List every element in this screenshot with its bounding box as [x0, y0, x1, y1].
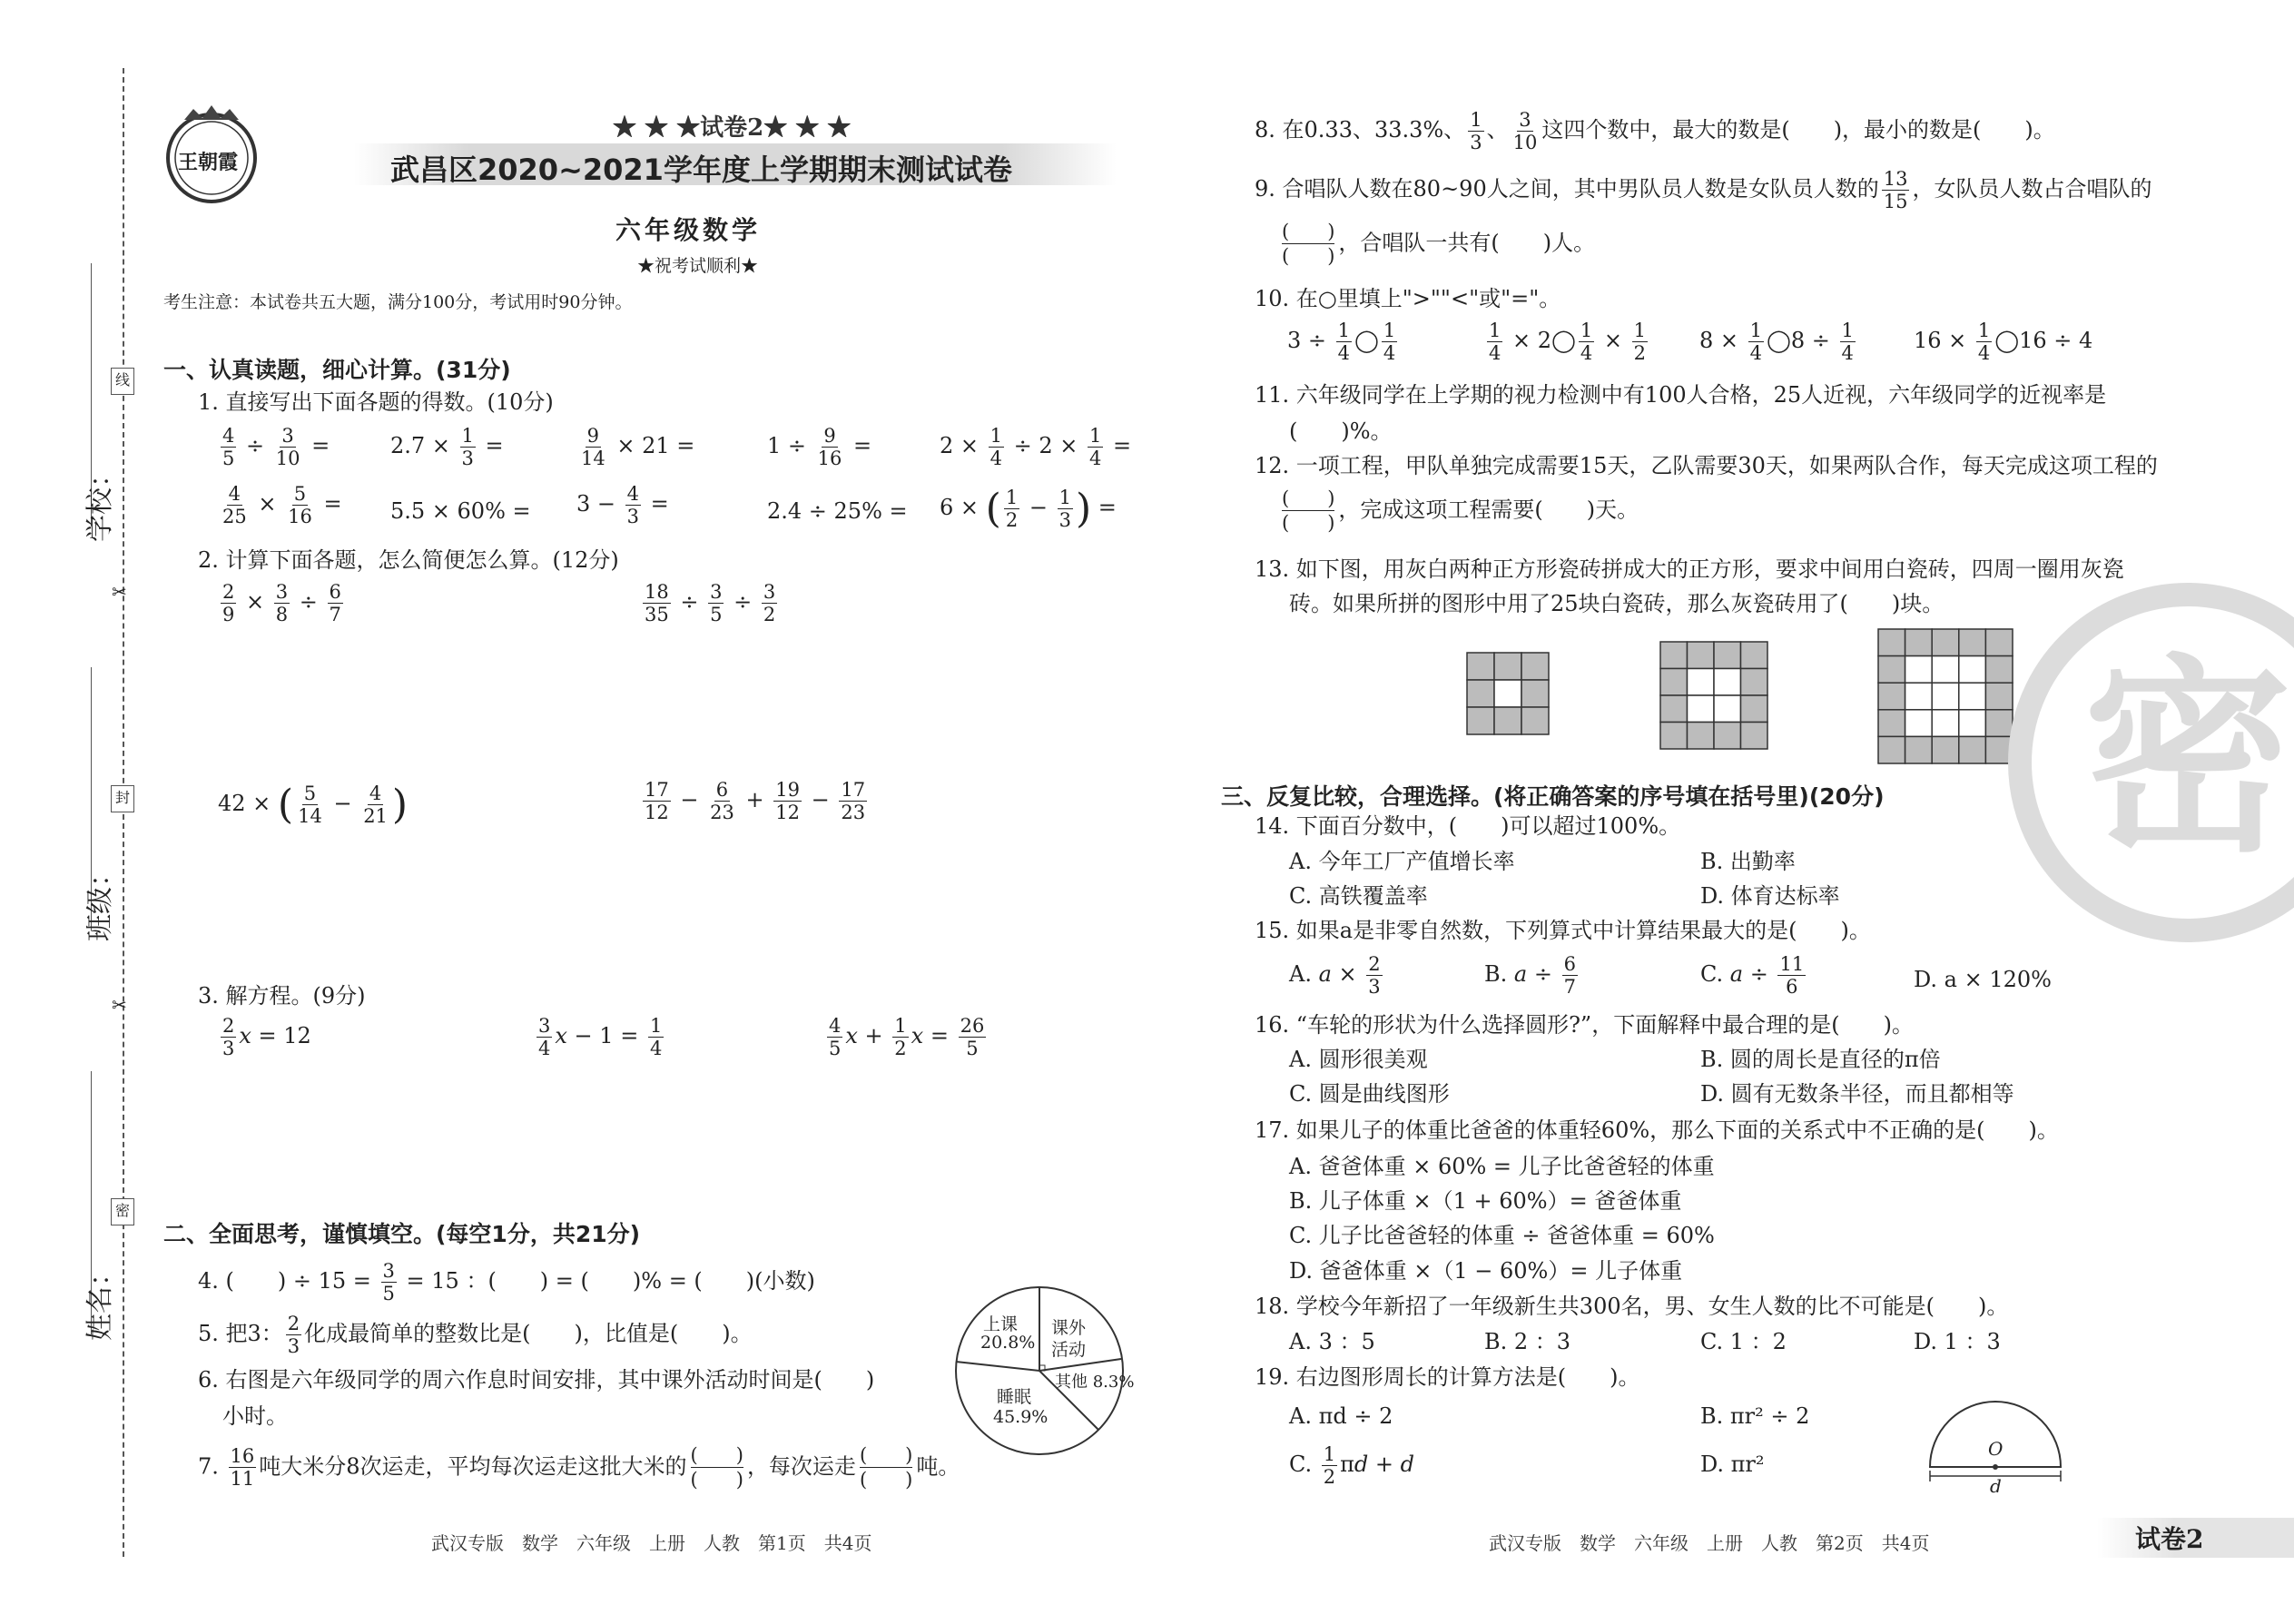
q6-line2: 小时。 — [222, 1403, 288, 1429]
pie-value-class: 20.8% — [980, 1333, 1036, 1353]
white-tile — [1932, 683, 1959, 710]
q17-option-c: C. 儿子比爸爸轻的体重 ÷ 爸爸体重 = 60% — [1289, 1223, 1715, 1248]
tile-figure-3x3 — [1466, 652, 1550, 735]
gray-tile — [1660, 695, 1688, 723]
q16-option-b: B. 圆的周长是直径的π倍 — [1700, 1047, 1941, 1072]
q15-option-d: D. a × 120% — [1914, 967, 2052, 992]
gray-tile — [1741, 723, 1768, 750]
section1-title: 一、认真读题，细心计算。(31分) — [163, 357, 511, 383]
pie-label-activity: 课外 — [1051, 1318, 1087, 1338]
q7: 7. $\frac{16}{11}$ 吨大米分8次运走，平均每次运走这批大米的 ( ) ( ) ，每次运走 ( ) ( ) 吨。 — [198, 1444, 960, 1491]
gray-tile — [1521, 653, 1549, 680]
secret-watermark — [2006, 581, 2294, 944]
footer-tag: 试卷2 — [2135, 1524, 2204, 1554]
q11-line1: 11. 六年级同学在上学期的视力检测中有100人合格，25人近视，六年级同学的近视率是 — [1255, 382, 2107, 408]
white-tile — [1959, 656, 1986, 684]
tile-figure-4x4 — [1659, 641, 1768, 750]
gray-tile — [1741, 695, 1768, 723]
q11-line2: ( )%。 — [1289, 418, 1393, 444]
q2-stem: 2. 计算下面各题，怎么简便怎么算。(12分) — [198, 547, 619, 573]
q10-stem: 10. 在○里填上">""<"或"="。 — [1255, 286, 1561, 311]
gray-tile — [1905, 736, 1933, 763]
white-tile — [1959, 683, 1986, 710]
gray-tile — [1467, 707, 1494, 734]
footer-left: 武汉专版 数学 六年级 上册 人教 第1页 共4页 — [431, 1532, 872, 1554]
q15-option-c: C. a ÷ $\frac{11}{6}$ — [1700, 953, 1805, 999]
scissors-icon: ✂ — [112, 581, 127, 603]
gray-tile — [1714, 723, 1741, 750]
gray-tile — [1660, 642, 1688, 669]
white-tile — [1905, 656, 1933, 684]
gray-tile — [1521, 680, 1549, 707]
gray-tile — [1467, 680, 1494, 707]
gray-tile — [1660, 723, 1688, 750]
eq-2: $\frac{3}{4}$ x − 1 = $\frac{1}{4}$ — [538, 1015, 663, 1060]
seal-mark-secret: 密 — [111, 1198, 134, 1225]
paper-badge: ★ ★ ★试卷2★ ★ ★ — [613, 114, 852, 142]
q16-option-c: C. 圆是曲线图形 — [1289, 1081, 1450, 1107]
white-tile — [1932, 656, 1959, 684]
gray-tile — [1741, 642, 1768, 669]
calc-1-9: 2.4 ÷ 25% = — [767, 498, 908, 524]
q15-option-a: A. a × $\frac{2}{3}$ — [1289, 953, 1381, 999]
calc-1-1: $\frac{4}{5}$ ÷ $\frac{3}{10}$ = — [222, 425, 330, 470]
gray-tile — [1660, 669, 1688, 696]
compare-1: 3 ÷ $\frac{1}{4}$ ◯ $\frac{1}{4}$ — [1287, 320, 1396, 365]
q9-line1: 9. 合唱队人数在80~90人之间，其中男队员人数是女队员人数的 $\frac{13}{15}$ ，女队员人数占合唱队的 — [1255, 168, 2152, 213]
seal-mark-line: 线 — [111, 368, 134, 395]
name-label: 姓名： — [84, 1259, 116, 1341]
pie-value-sleep: 45.9% — [993, 1407, 1049, 1427]
calc-1-3: $\frac{9}{14}$ × 21 = — [581, 425, 695, 470]
class-label: 班级： — [84, 860, 116, 941]
q19-option-a: A. πd ÷ 2 — [1289, 1403, 1393, 1429]
diameter-label: d — [1990, 1475, 2002, 1497]
binding-dashed-line — [123, 68, 124, 1557]
q16-stem: 16. “车轮的形状为什么选择圆形?”，下面解释中最合理的是( )。 — [1255, 1012, 1914, 1038]
gray-tile — [1688, 642, 1715, 669]
gray-tile — [1905, 629, 1933, 656]
q19-option-d: D. πr² — [1700, 1452, 1765, 1477]
white-tile — [1959, 710, 1986, 737]
logo-text: 王朝霞 — [178, 151, 239, 174]
gray-tile — [1959, 736, 1986, 763]
gray-tile — [1467, 653, 1494, 680]
white-tile — [1932, 710, 1959, 737]
q14-option-c: C. 高铁覆盖率 — [1289, 883, 1428, 909]
calc-1-5: 2 × $\frac{1}{4}$ ÷ 2 × $\frac{1}{4}$ = — [940, 425, 1132, 470]
q15-option-b: B. a ÷ $\frac{6}{7}$ — [1484, 953, 1576, 999]
school-label: 学校： — [84, 460, 116, 542]
svg-text:密: 密 — [2082, 638, 2293, 881]
gray-tile — [1521, 707, 1549, 734]
calc-1-2: 2.7 × $\frac{1}{3}$ = — [390, 425, 504, 470]
q17-option-b: B. 儿子体重 ×（1 + 60%）= 爸爸体重 — [1289, 1188, 1682, 1214]
q9-line2: ( ) ( ) ，合唱队一共有( )人。 — [1282, 221, 1596, 268]
gray-tile — [1741, 669, 1768, 696]
white-tile — [1688, 669, 1715, 696]
gray-tile — [1878, 710, 1905, 737]
gray-tile — [1494, 707, 1521, 734]
q14-stem: 14. 下面百分数中，( )可以超过100%。 — [1255, 813, 1681, 839]
calc-1-4: 1 ÷ $\frac{9}{16}$ = — [767, 425, 872, 470]
q17-option-d: D. 爸爸体重 ×（1 − 60%）= 儿子体重 — [1289, 1258, 1683, 1284]
calc-1-10: 6 × ( $\frac{1}{2}$ − $\frac{1}{3}$ ) = — [940, 486, 1117, 532]
gray-tile — [1714, 642, 1741, 669]
q19-option-b: B. πr² ÷ 2 — [1700, 1403, 1810, 1429]
q19-option-c: C. $\frac{1}{2}$ πd + d — [1289, 1443, 1415, 1489]
q12-line2: ( ) ( ) ，完成这项工程需要( )天。 — [1282, 487, 1639, 535]
gray-tile — [1494, 653, 1521, 680]
scissors-icon: ✂ — [112, 994, 127, 1016]
gray-tile — [1878, 629, 1905, 656]
section2-title: 二、全面思考，谨慎填空。(每空1分，共21分) — [163, 1221, 641, 1247]
eq-3: $\frac{4}{5}$ x + $\frac{1}{2}$ x = $\frac{26}{5}$ — [829, 1015, 985, 1060]
tile-figure-5x5 — [1877, 628, 2013, 764]
calc-1-8: 3 − $\frac{4}{3}$ = — [576, 483, 669, 528]
q13-line1: 13. 如下图，用灰白两种正方形瓷砖拼成大的正方形，要求中间用白瓷砖，四周一圈用灰瓷 — [1255, 556, 2124, 582]
q5: 5. 把3： $\frac{2}{3}$ 化成最简单的整数比是( )，比值是( )。 — [198, 1313, 753, 1358]
pie-label-sleep: 睡眠 — [997, 1387, 1032, 1407]
q16-option-a: A. 圆形很美观 — [1289, 1047, 1428, 1072]
q14-option-b: B. 出勤率 — [1700, 849, 1796, 874]
q17-option-a: A. 爸爸体重 × 60% = 儿子比爸爸轻的体重 — [1289, 1154, 1715, 1179]
q14-option-d: D. 体育达标率 — [1700, 883, 1840, 909]
q18-option-a: A. 3 ：5 — [1289, 1329, 1375, 1354]
gray-tile — [1878, 683, 1905, 710]
footer-right: 武汉专版 数学 六年级 上册 人教 第2页 共4页 — [1489, 1532, 1930, 1554]
compare-2: $\frac{1}{4}$ × 2◯ $\frac{1}{4}$ × $\frac{1}{2}$ — [1489, 320, 1646, 365]
q16-option-d: D. 圆有无数条半径，而且都相等 — [1700, 1081, 2014, 1107]
q12-line1: 12. 一项工程，甲队单独完成需要15天，乙队需要30天，如果两队合作，每天完成这项工程的 — [1255, 453, 2158, 478]
white-tile — [1688, 695, 1715, 723]
q4: 4. ( ) ÷ 15 = $\frac{3}{5}$ = 15 ：( ) = ( )% = ( )(小数) — [198, 1260, 815, 1305]
q6-line1: 6. 右图是六年级同学的周六作息时间安排，其中课外活动时间是( ) — [198, 1367, 875, 1393]
q19-stem: 19. 右边图形周长的计算方法是( )。 — [1255, 1364, 1640, 1390]
calc-2-2: $\frac{18}{35}$ ÷ $\frac{3}{5}$ ÷ $\frac{3}{2}$ — [645, 581, 776, 626]
q1-stem: 1. 直接写出下面各题的得数。(10分) — [198, 389, 554, 415]
center-label: O — [1988, 1438, 2004, 1460]
gray-tile — [1932, 629, 1959, 656]
q14-option-a: A. 今年工厂产值增长率 — [1289, 849, 1515, 874]
q18-option-d: D. 1 ：3 — [1914, 1329, 2001, 1354]
calc-2-4: $\frac{17}{12}$ − $\frac{6}{23}$ + $\frac{19}{12}$ − $\frac{17}{23}$ — [645, 779, 866, 824]
subject-title: 六年级数学 — [615, 215, 762, 245]
wish-text: ★祝考试顺利★ — [637, 256, 759, 276]
q18-option-c: C. 1 ：2 — [1700, 1329, 1787, 1354]
white-tile — [1714, 669, 1741, 696]
white-tile — [1494, 680, 1521, 707]
q8: 8. 在0.33、33.3%、 $\frac{1}{3}$ 、 $\frac{3}{10}$ 这四个数中，最大的数是( )，最小的数是( )。 — [1255, 109, 2055, 154]
q13-line2: 砖。如果所拼的图形中用了25块白瓷砖，那么灰瓷砖用了( )块。 — [1289, 591, 1944, 616]
gray-tile — [1932, 736, 1959, 763]
gray-tile — [1688, 723, 1715, 750]
white-tile — [1905, 683, 1933, 710]
page-title: 武昌区2020~2021学年度上学期期末测试试卷 — [390, 153, 1012, 187]
notice-text: 考生注意：本试卷共五大题，满分100分，考试用时90分钟。 — [163, 292, 633, 312]
eq-1: $\frac{2}{3}$ x = 12 — [222, 1015, 311, 1060]
compare-4: 16 × $\frac{1}{4}$ ◯16 ÷ 4 — [1914, 320, 2093, 365]
calc-1-7: 5.5 × 60% = — [390, 498, 531, 524]
white-tile — [1714, 695, 1741, 723]
gray-tile — [1878, 656, 1905, 684]
q15-stem: 15. 如果a是非零自然数，下列算式中计算结果最大的是( )。 — [1255, 918, 1871, 943]
q17-stem: 17. 如果儿子的体重比爸爸的体重轻60%，那么下面的关系式中不正确的是( )。 — [1255, 1117, 2059, 1143]
pie-label-activity-2: 活动 — [1051, 1340, 1087, 1360]
calc-1-6: $\frac{4}{25}$ × $\frac{5}{16}$ = — [222, 483, 342, 528]
calc-2-1: $\frac{2}{9}$ × $\frac{3}{8}$ ÷ $\frac{6}{7}$ — [222, 581, 341, 626]
gray-tile — [1959, 629, 1986, 656]
compare-3: 8 × $\frac{1}{4}$ ◯8 ÷ $\frac{1}{4}$ — [1699, 320, 1854, 365]
gray-tile — [1878, 736, 1905, 763]
q18-option-b: B. 2 ：3 — [1484, 1329, 1571, 1354]
q3-stem: 3. 解方程。(9分) — [198, 983, 366, 1009]
calc-2-3: 42 × ( $\frac{5}{14}$ − $\frac{4}{21}$ ) — [218, 782, 409, 828]
section3-title: 三、反复比较，合理选择。(将正确答案的序号填在括号里)(20分) — [1221, 783, 1885, 810]
pie-label-other: 其他 8.3% — [1055, 1373, 1135, 1392]
q18-stem: 18. 学校今年新招了一年级新生共300名，男、女生人数的比不可能是( )。 — [1255, 1294, 2009, 1319]
seal-mark-seal: 封 — [111, 785, 134, 812]
pie-label-class: 上课 — [983, 1314, 1019, 1334]
white-tile — [1905, 710, 1933, 737]
